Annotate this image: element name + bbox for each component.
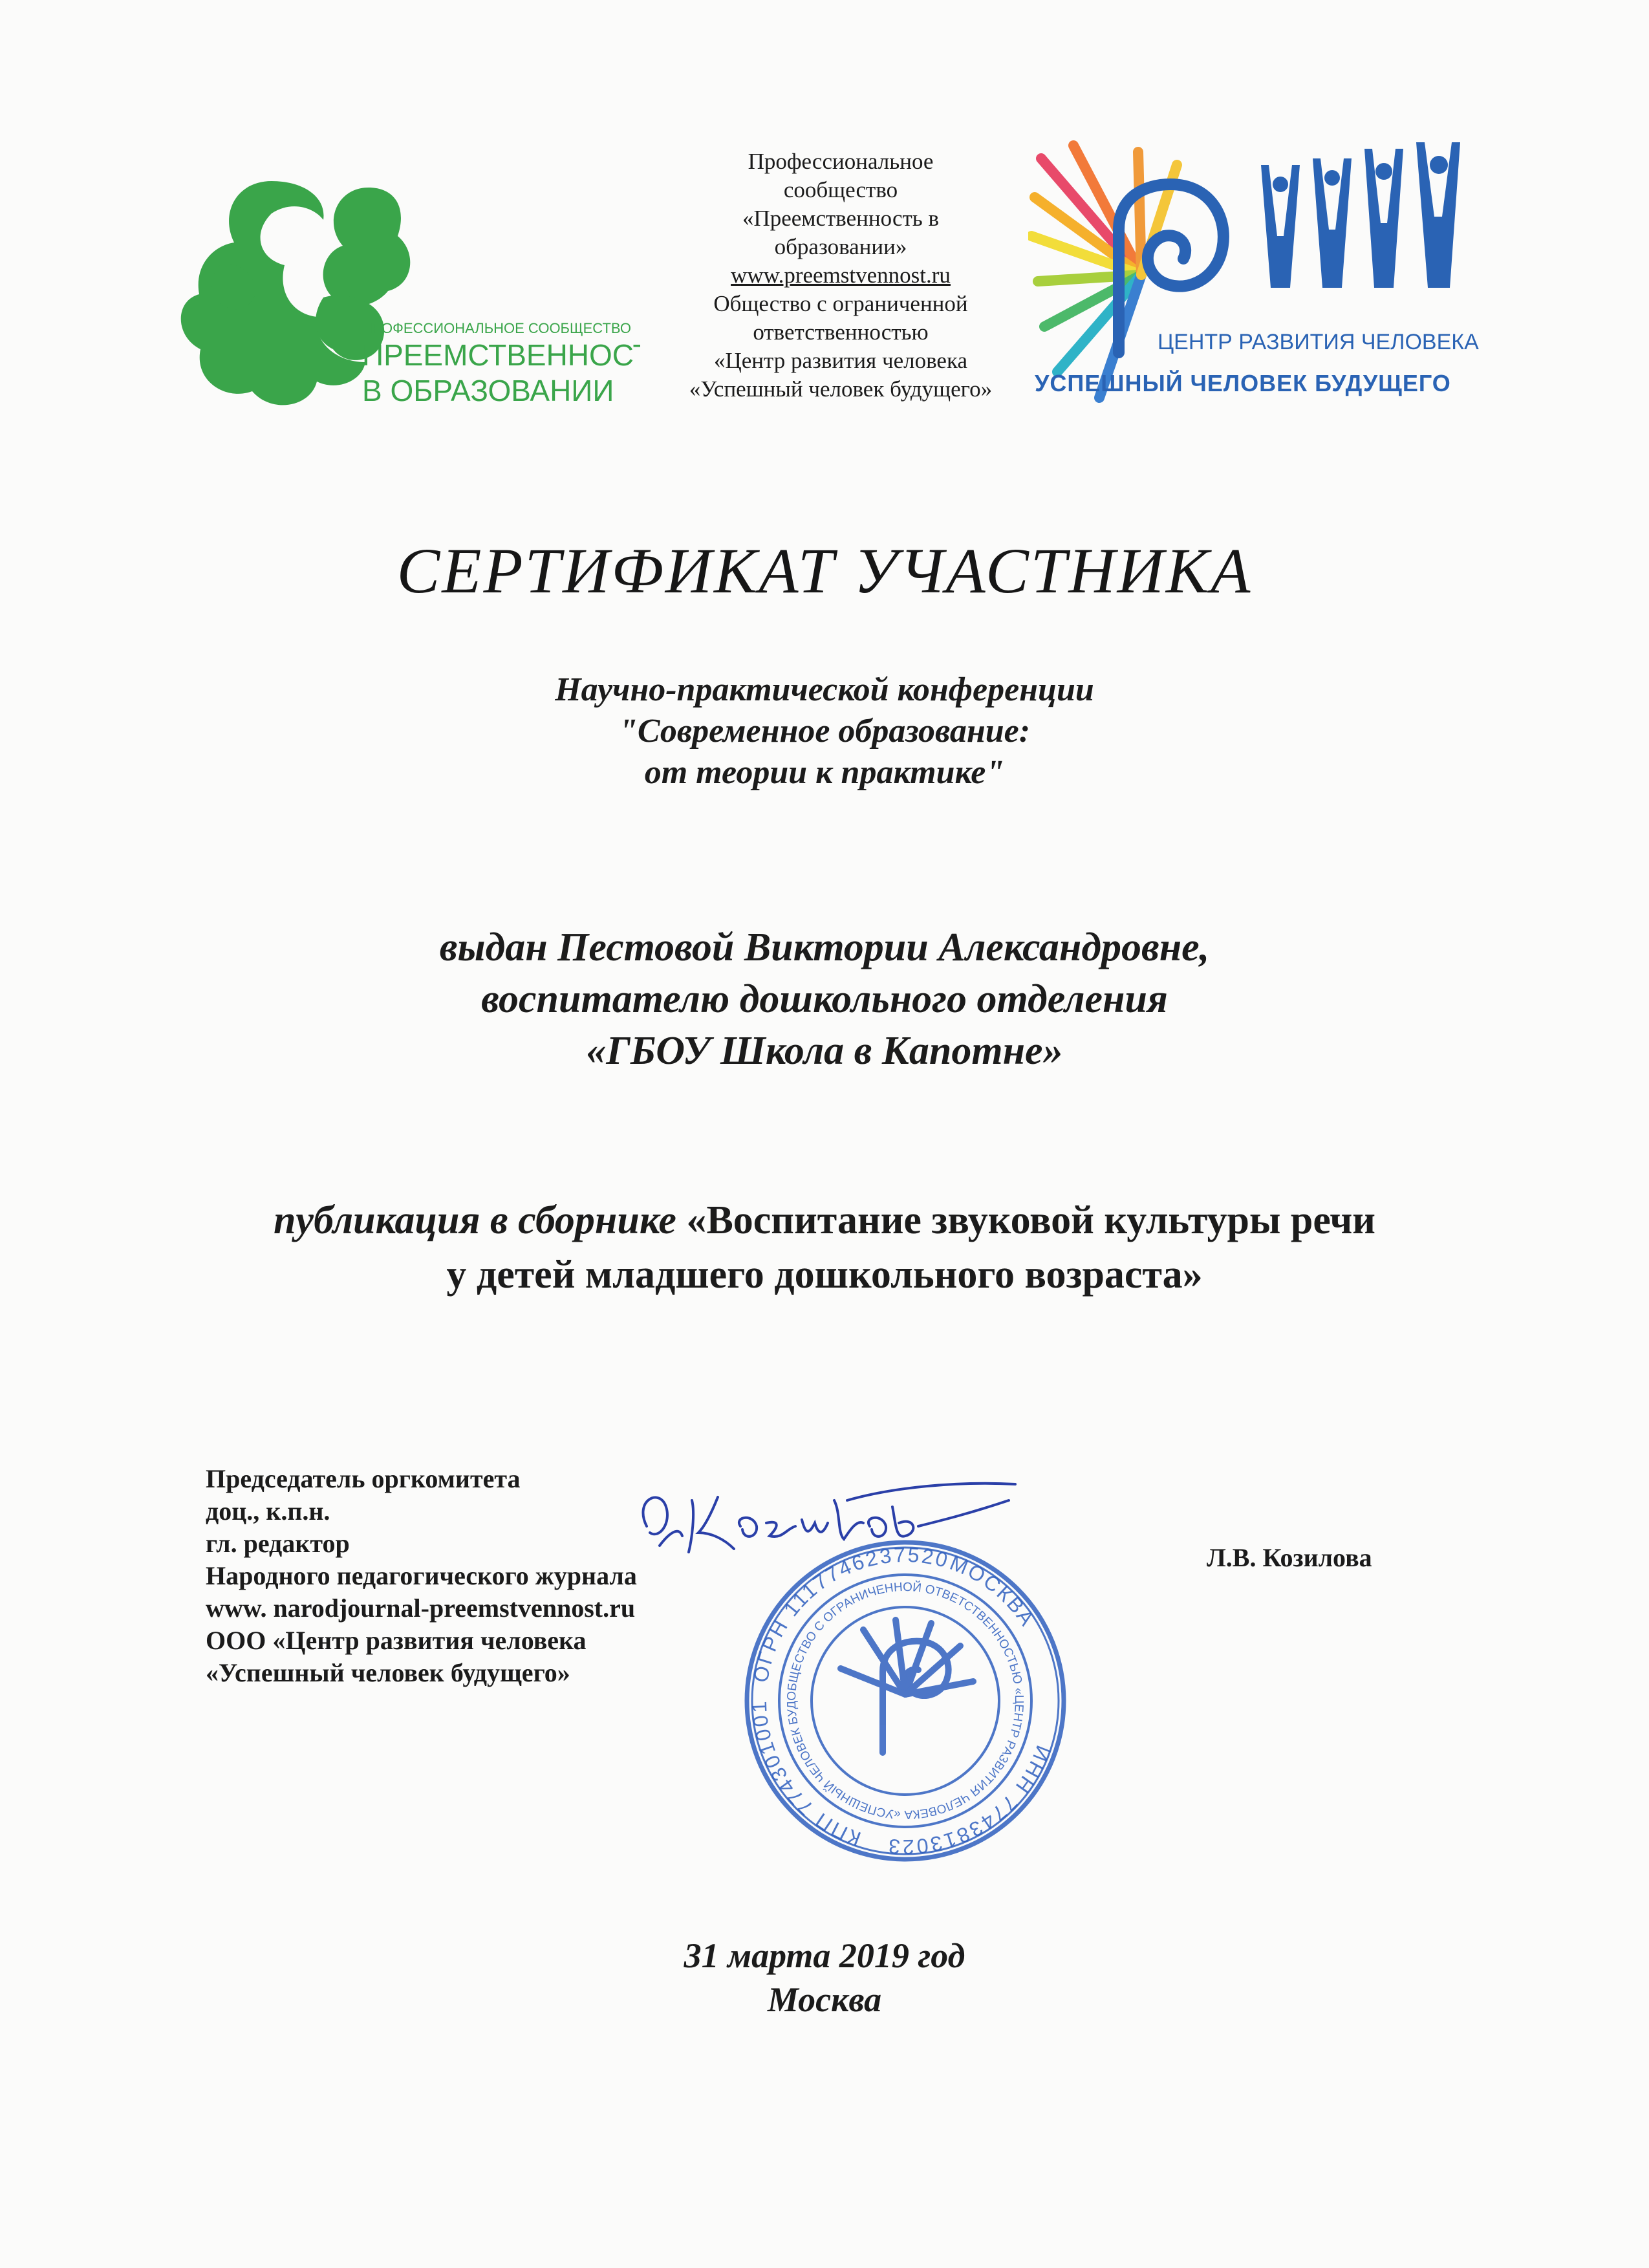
publication-prefix: публикация в сборнике — [273, 1198, 687, 1242]
issue-info — [0, 1934, 1649, 2022]
people-figures-icon — [1261, 142, 1460, 288]
org-line: «Успешный человек будущего» — [689, 376, 993, 402]
conference-line: "Современное образование: — [618, 713, 1031, 750]
conference-line: от теории к практике" — [644, 754, 1005, 791]
org-line: ответственностью — [753, 319, 929, 345]
chair-line: гл. редактор — [206, 1529, 350, 1558]
publication-line — [0, 1193, 1649, 1247]
logo-caption-line2: В ОБРАЗОВАНИИ — [362, 374, 614, 407]
org-line: «Преемственность в — [742, 206, 940, 231]
chair-line: Народного педагогического журнала — [206, 1561, 637, 1590]
publication-title-part1: «Воспитание звуковой культуры речи — [686, 1198, 1376, 1242]
stamp-inner-ring: ОБЩЕСТВО С ОГРАНИЧЕННОЙ ОТВЕТСТВЕННОСТЬЮ «ЦЕНТР РАЗВИТИЯ ЧЕЛОВЕКА «УСПЕШНЫЙ ЧЕЛОВЕК БУД — [784, 1580, 1026, 1822]
stamp-emblem-icon — [841, 1620, 973, 1753]
signer-name: Л.В. Козилова — [1207, 1543, 1372, 1572]
chair-line: ООО «Центр развития человека — [206, 1626, 587, 1655]
certificate-title: СЕРТИФИКАТ УЧАСТНИКА — [396, 535, 1253, 607]
official-stamp — [737, 1533, 1073, 1869]
logo-tsentr-razvitiya — [1028, 139, 1494, 417]
logo-right-caption2: УСПЕШНЫЙ ЧЕЛОВЕК БУДУЩЕГО — [1035, 370, 1451, 396]
stamp-city: МОСКВА — [946, 1551, 1040, 1632]
handwritten-signature — [621, 1462, 1022, 1578]
org-line: «Центр развития человека — [714, 348, 967, 373]
logo-right-caption1: ЦЕНТР РАЗВИТИЯ ЧЕЛОВЕКА — [1158, 330, 1479, 354]
recipient-line: выдан Пестовой Виктории Александровне, — [439, 925, 1210, 969]
recipient-line: «ГБОУ Школа в Капотне» — [586, 1029, 1063, 1073]
stamp-ogrn: ОГРН 1117746237520 — [748, 1542, 952, 1685]
org-line: Общество с ограниченной — [713, 291, 968, 316]
chair-line: «Успешный человек будущего» — [206, 1658, 570, 1687]
stamp-kpp: КПП 774301001 — [747, 1699, 864, 1851]
issue-city: Москва — [767, 1980, 882, 2019]
stamp-inn: ИНН 7743813023 — [885, 1742, 1055, 1859]
recipient-line: воспитателю дошкольного отделения — [481, 977, 1168, 1021]
publication-block — [0, 1193, 1649, 1302]
conference-line: Научно-практической конференции — [555, 671, 1094, 708]
logo-caption-small: ПРОФЕССИОНАЛЬНОЕ СООБЩЕСТВО — [362, 320, 631, 336]
org-line: Профессиональное — [748, 149, 934, 174]
chair-line: доц., к.п.н. — [206, 1496, 330, 1526]
chair-line: Председатель оргкомитета — [206, 1464, 521, 1493]
organization-info — [653, 147, 1028, 404]
org-line: образовании» — [774, 234, 907, 259]
org-url-link[interactable]: www.preemstvennost.ru — [731, 263, 951, 288]
recipient-block — [0, 922, 1649, 1077]
logo-preemstvennost — [175, 168, 640, 420]
conference-name — [0, 669, 1649, 794]
publication-title-part2: у детей младшего дошкольного возраста» — [446, 1253, 1203, 1297]
chair-url: www. narodjournal-preemstvennost.ru — [206, 1593, 636, 1623]
org-line: сообщество — [783, 177, 898, 202]
logo-caption-line1: ПРЕЕМСТВЕННОСТЬ — [362, 338, 640, 372]
issue-date: 31 марта 2019 год — [684, 1936, 965, 1975]
